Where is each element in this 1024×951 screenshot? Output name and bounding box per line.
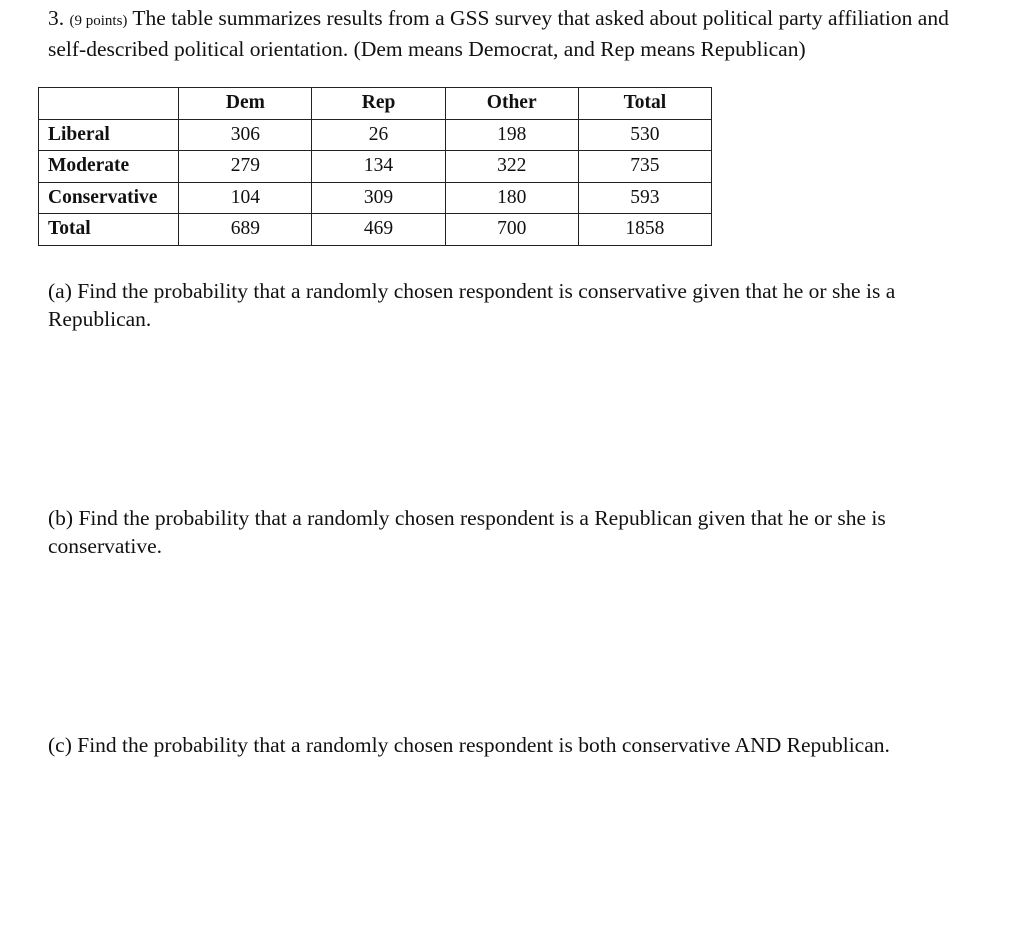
table-cell: 180 <box>445 182 578 214</box>
table-cell: 26 <box>312 119 445 151</box>
question-a: (a) Find the probability that a randomly chosen respondent is conservative given that he or she is a Republican. <box>48 279 896 331</box>
table-cell: 309 <box>312 182 445 214</box>
table-cell: 104 <box>179 182 312 214</box>
table-cell: 700 <box>445 214 578 246</box>
table-row <box>39 119 712 151</box>
table-cell: 279 <box>179 151 312 183</box>
problem-statement <box>48 4 988 63</box>
table-cell: 735 <box>578 151 711 183</box>
row-label-total: Total <box>39 214 179 246</box>
header-cell-total: Total <box>578 88 711 120</box>
table-header-row <box>39 88 712 120</box>
table-cell: 689 <box>179 214 312 246</box>
header-cell-dem: Dem <box>179 88 312 120</box>
problem-number: 3. <box>48 6 65 30</box>
table-row <box>39 182 712 214</box>
question-b: (b) Find the probability that a randomly chosen respondent is a Republican given that he or she is conservative. <box>48 506 886 558</box>
header-cell-rep: Rep <box>312 88 445 120</box>
table-cell: 1858 <box>578 214 711 246</box>
row-label-liberal: Liberal <box>39 119 179 151</box>
table-cell: 322 <box>445 151 578 183</box>
table-cell: 530 <box>578 119 711 151</box>
table-row <box>39 151 712 183</box>
header-cell-blank <box>39 88 179 120</box>
table-cell: 134 <box>312 151 445 183</box>
table-cell: 306 <box>179 119 312 151</box>
table-cell: 593 <box>578 182 711 214</box>
contingency-table <box>38 87 712 246</box>
header-cell-other: Other <box>445 88 578 120</box>
problem-text: The table summarizes results from a GSS survey that asked about political party affiliation and self-described political orientation. (Dem means Democrat, and Rep means Republican) <box>48 6 949 61</box>
table-cell: 469 <box>312 214 445 246</box>
row-label-moderate: Moderate <box>39 151 179 183</box>
problem-points: (9 points) <box>69 13 128 29</box>
table-cell: 198 <box>445 119 578 151</box>
table-row <box>39 214 712 246</box>
row-label-conservative: Conservative <box>39 182 179 214</box>
question-c: (c) Find the probability that a randomly chosen respondent is both conservative AND Republican. <box>48 733 890 757</box>
